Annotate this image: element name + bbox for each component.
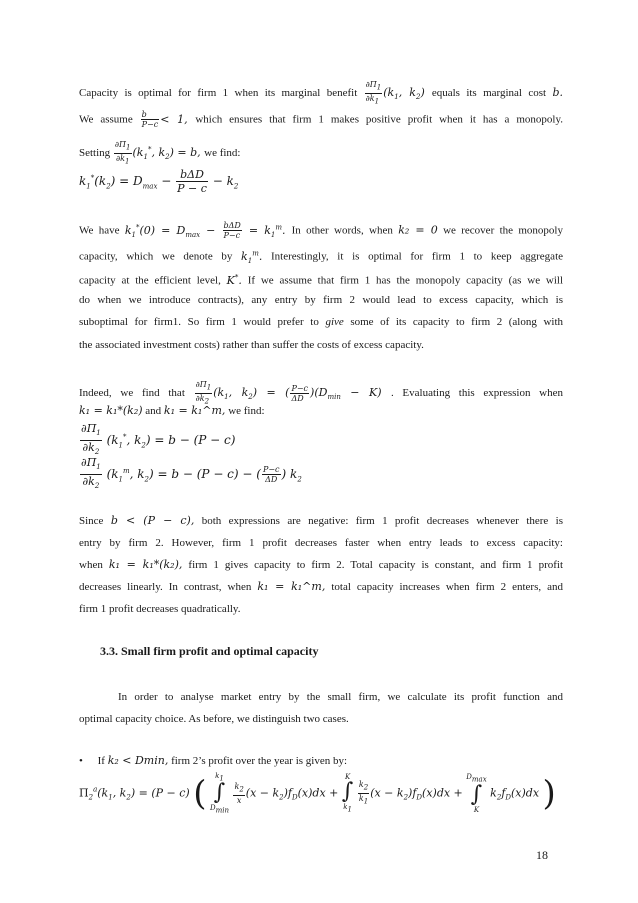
text: firm 2’s profit over the year is given by: xyxy=(171,755,348,767)
text: capacity, which we denote by xyxy=(79,250,233,263)
equation-k1-star: $k_1^*(k_2) = D_{max}$ − $\frac{\text{bΔD}}{P - c}$ − $k_2$ xyxy=(79,168,239,195)
text: capacity at the efficient level, xyxy=(79,274,221,287)
para5-line1: In order to analyse market entry by the small firm, we calculate its profit function and xyxy=(118,691,563,703)
math-k2-zero: k₂ = 0 xyxy=(398,223,438,237)
math-case1: k₁ = k₁*(k₂) xyxy=(79,404,143,417)
para4-line5: firm 1 profit decreases quadratically. xyxy=(79,603,241,615)
para4-line1 xyxy=(79,514,563,528)
math-case2: k₁ = k₁^m, xyxy=(163,404,226,417)
para4-line2: entry by firm 2. However, firm 1 profit decreases faster when entry leads to excess capacity: xyxy=(79,537,563,549)
page-number: 18 xyxy=(536,848,548,862)
math-b: b. xyxy=(552,86,563,100)
para3-line2 xyxy=(79,404,563,418)
para4-line3 xyxy=(79,558,563,572)
para4-line4 xyxy=(79,580,563,594)
bullet-item xyxy=(79,754,347,767)
text: If we assume that firm 1 has the monopoly capacity (as we will xyxy=(247,274,564,287)
text: Since xyxy=(79,515,104,527)
equation-case2: $\frac{\partial\Pi_1}{\partial k_2}$ ($k_1^m$, $k_2) = b - (P - c)$ − ( $\frac{P-c}{\Delta D}$ ) $k_2$ xyxy=(81,456,302,491)
text: some of its capacity to firm 2 (along with xyxy=(350,316,563,328)
math-marginal-benefit: $\frac{\partial\Pi_1}{\partial k_1}$ ($k_1$, $k_2$) xyxy=(365,80,432,106)
math-b-less: b < (P − c), xyxy=(110,514,195,527)
equation-case1: $\frac{\partial\Pi_1}{\partial k_2}$ ($k_1^*$, $k_2) = b - (P - c)$ xyxy=(81,422,236,457)
para1-line2 xyxy=(79,110,563,129)
section-heading: 3.3. Small firm profit and optimal capacity xyxy=(100,644,319,658)
para3-line1 xyxy=(79,380,563,406)
math-dpi1-dk2: $\frac{\partial\Pi_1}{\partial k_2}$ ($k_1$, $k_2$) = ( $\frac{P-c}{\Delta D}$ )$(D_{min} - K)$ xyxy=(195,380,391,406)
text: when xyxy=(79,559,103,571)
text: Interestingly, it is optimal for firm 1 to keep aggregate xyxy=(271,250,564,263)
para2-line1 xyxy=(79,220,563,242)
para2-line2 xyxy=(79,246,563,268)
text: equals its marginal cost xyxy=(431,87,547,100)
text: we find: xyxy=(228,405,265,417)
bullet-icon: • xyxy=(79,755,83,767)
text: Capacity is optimal for firm 1 when its marginal benefit xyxy=(79,87,358,100)
para1-line1 xyxy=(79,80,563,106)
text: . Evaluating this expression when xyxy=(390,387,564,400)
math-k1m: $k_1^m$. xyxy=(241,249,263,265)
text-italic-give: give xyxy=(325,316,344,328)
math-assumption: $\frac{b}{P-c}$ < 1, xyxy=(141,110,196,129)
para2-line4: do when we introduce contracts), any entry by firm 2 would lead to excess capacity, which is xyxy=(79,294,563,306)
text: We assume xyxy=(79,113,133,126)
text: suboptimal for firm1. So firm 1 would prefer to xyxy=(79,316,319,328)
text: We have xyxy=(79,224,120,237)
math-k2-less-dmin: k₂ < Dmin, xyxy=(107,754,169,767)
text: we recover the monopoly xyxy=(443,224,563,237)
text: If xyxy=(97,755,105,767)
math-k1-eq-k1star: k₁ = k₁*(k₂), xyxy=(108,558,183,571)
para1-line3 xyxy=(79,140,563,166)
para2-line3 xyxy=(79,270,563,288)
text: both expressions are negative: firm 1 profit decreases whenever there is xyxy=(201,515,564,527)
text: Setting xyxy=(79,147,111,160)
para2-line5 xyxy=(79,315,563,329)
equation-profit-firm2: $\Pi_2^a(k_1$, $k_2) = (P - c)$ ( $k_1$ ∫ $D_{min}$ $\frac{k_2}{x}$ $(x - k_2)f_D(x)dx$ + K ∫ $k_1$ $\frac{k_2}{k_1}$ $(x - k_2)f_D(x)dx$ + $D_{max}$ ∫ K $k_2f_D(x)dx$ ) xyxy=(79,772,556,815)
text: decreases linearly. In contrast, when xyxy=(79,581,252,593)
para5-line2: optimal capacity choice. As before, we distinguish two cases. xyxy=(79,713,349,725)
math-k1-eq-k1m: k₁ = k₁^m, xyxy=(257,580,326,593)
text: we find: xyxy=(204,147,241,160)
text: which ensures that firm 1 makes positive profit when it has a monopoly. xyxy=(195,113,563,126)
text: firm 1 gives capacity to firm 2. Total capacity is constant, and firm 1 profit xyxy=(188,559,564,571)
text: and xyxy=(145,405,162,417)
math-monopoly-eq: $k_1^*(0) = D_{max}$ − $\frac{\text{bΔD}}{P-c}$ = $k_1^m$. xyxy=(124,221,292,241)
text: total capacity increases when firm 2 enters, and xyxy=(331,581,564,593)
math-setting: $\frac{\partial\Pi_1}{\partial k_1}$ ($k_1^*$, $k_2) = b$, xyxy=(114,140,205,166)
text: Indeed, we find that xyxy=(79,387,185,400)
text: In other words, when xyxy=(291,224,393,237)
para2-line6: the associated investment costs) rather than suffer the costs of excess capacity. xyxy=(79,339,424,351)
math-kstar: K*. xyxy=(226,273,242,287)
